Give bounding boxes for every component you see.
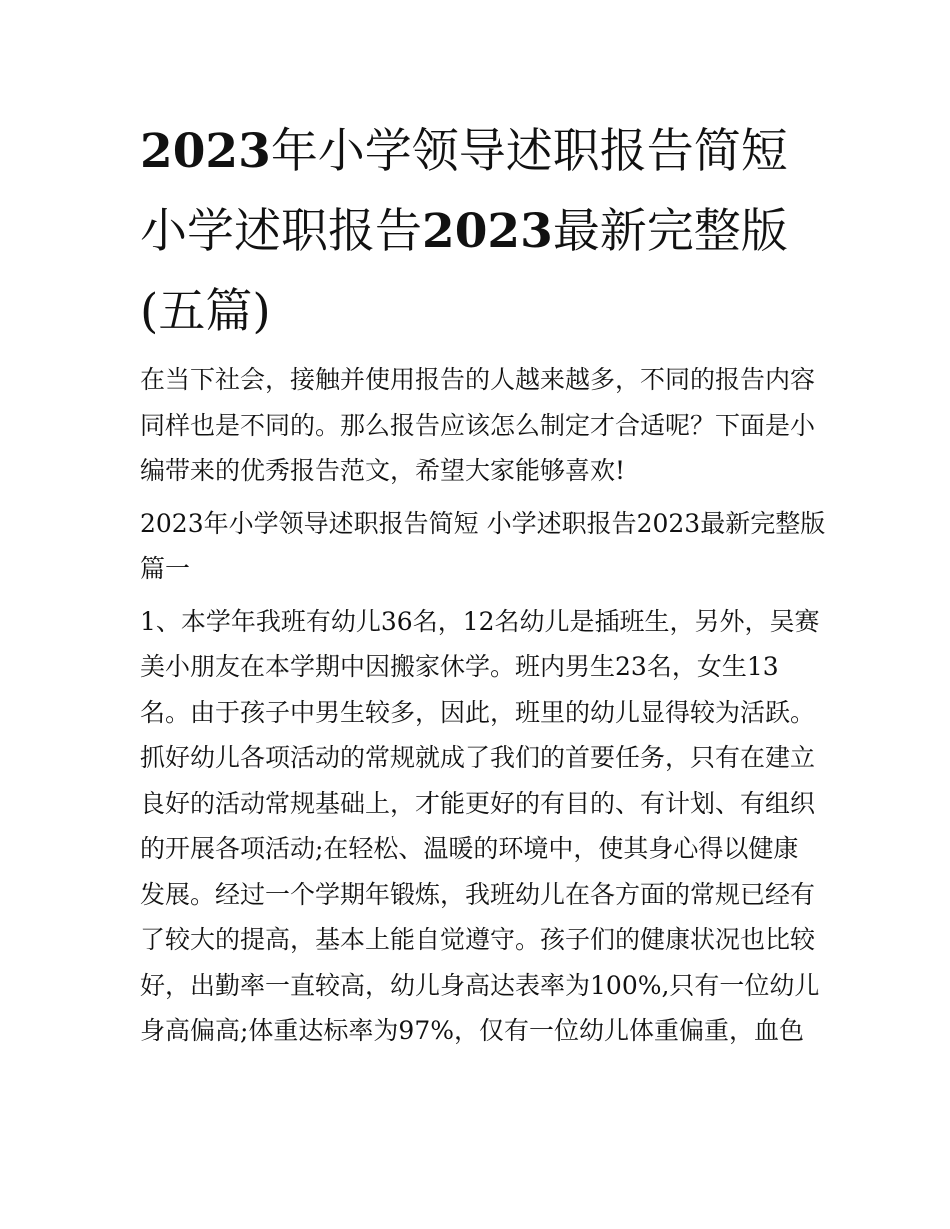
paragraph-gap <box>140 592 820 599</box>
title-line: 小学述职报告2023最新完整版 <box>140 204 788 259</box>
text-line: 编带来的优秀报告范文，希望大家能够喜欢! <box>140 456 626 485</box>
text-line: 了较大的提高，基本上能自觉遵守。孩子们的健康状况也比较 <box>140 925 816 954</box>
intro-paragraph <box>140 357 820 494</box>
text-line: 2023年小学领导述职报告简短 小学述职报告2023最新完整版 <box>140 508 826 538</box>
document-body <box>140 357 826 1054</box>
text-line: 良好的活动常规基础上，才能更好的有目的、有计划、有组织 <box>140 788 816 818</box>
section-1-paragraph <box>140 599 820 1054</box>
text-line: 名。由于孩子中男生较多，因此，班里的幼儿显得较为活跃。 <box>140 697 816 727</box>
section-heading <box>140 501 826 592</box>
text-line: 同样也是不同的。那么报告应该怎么制定才合适呢？下面是小 <box>140 410 816 440</box>
text-line: 篇一 <box>140 554 191 583</box>
text-line: 发展。经过一个学期年锻炼，我班幼儿在各方面的常规已经有 <box>140 879 816 909</box>
text-line: 美小朋友在本学期中因搬家休学。班内男生23名，女生13 <box>140 652 779 681</box>
text-line: 1、本学年我班有幼儿36名，12名幼儿是插班生，另外，吴赛 <box>140 606 820 636</box>
document-title <box>140 112 830 352</box>
text-line: 身高偏高;体重达标率为97%，仅有一位幼儿体重偏重，血色 <box>140 1016 804 1045</box>
text-line: 好，出勤率一直较高，幼儿身高达表率为100%,只有一位幼儿 <box>140 970 820 1000</box>
text-line: 在当下社会，接触并使用报告的人越来越多，不同的报告内容 <box>140 365 816 394</box>
text-line: 抓好幼儿各项活动的常规就成了我们的首要任务，只有在建立 <box>140 743 816 772</box>
title-line: 2023年小学领导述职报告简短 <box>140 124 788 179</box>
title-line: (五篇) <box>140 284 271 339</box>
paragraph-gap <box>140 494 820 501</box>
text-line: 的开展各项活动;在轻松、温暖的环境中，使其身心得以健康 <box>140 834 799 863</box>
